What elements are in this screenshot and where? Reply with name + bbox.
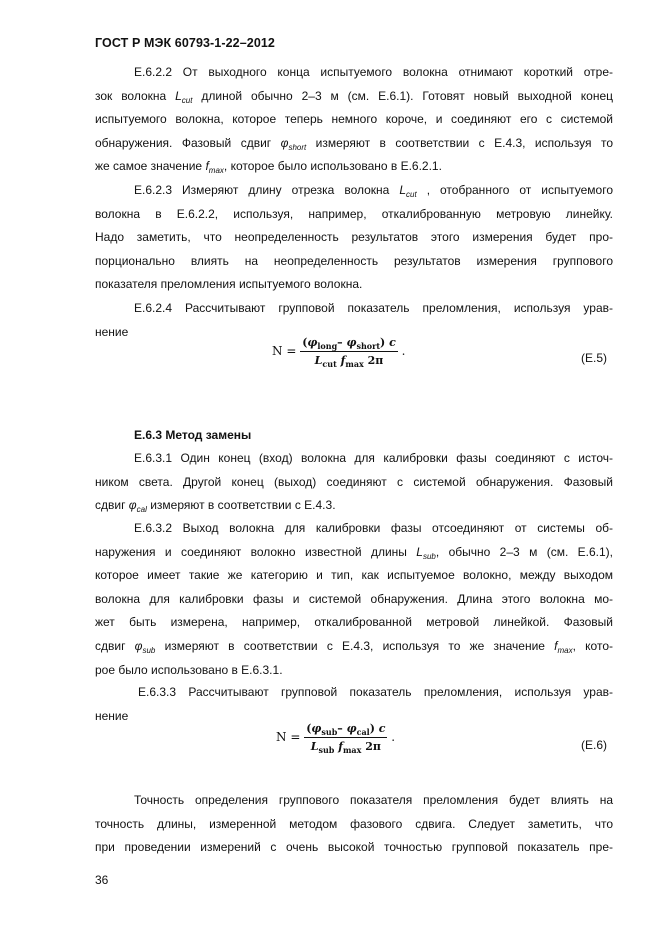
text-line: Е.6.3.1 Один конец (вход) волокна для калибровки фазы соединяют с источ-	[134, 451, 613, 465]
formula-fraction	[304, 722, 387, 753]
formula-fraction	[300, 336, 398, 367]
text-line: сдвиг $\varphi_{cal}$ измеряют в соответствии с Е.4.3.	[95, 498, 336, 515]
text-line: Е.6.2.4 Рассчитывают групповой показатель преломления, используя урав-	[134, 301, 613, 315]
text-line: точность длины, измеренной методом фазового сдвига. Следует заметить, что	[95, 816, 613, 831]
text-line: которое имеет такие же категорию и тип, как испытуемое волокно, между выходом	[95, 568, 613, 583]
formula-e5: N = $\frac{(\varphi_{long}- \varphi_{short}) c}{L_{cut} f_{max} 2\pi}$ .	[272, 336, 406, 369]
text-line: Е.6.3.2 Выход волокна для калибровки фазы отсоединяют от системы об-	[134, 521, 613, 535]
paragraph-e632	[95, 517, 613, 682]
paragraph-e631	[95, 447, 613, 518]
formula-denominator: $L_{cut}$ $f_{max}$ 2π	[314, 354, 384, 369]
formula-numerator: ($\varphi_{long}-$ $\varphi_{short}$) c	[302, 336, 396, 351]
text-line: обнаружения. Фазовый сдвиг $\varphi_{short}$ измеряют в соответствии с Е.4.3, используя то	[95, 135, 614, 152]
paragraph-accuracy	[95, 789, 613, 860]
equation-number-e6: (Е.6)	[581, 738, 608, 752]
text-line: зок волокна $L_{cut}$ длиной обычно 2–3 м (см. Е.6.1). Готовят новый выходной конец	[95, 88, 613, 105]
text-line: жет быть измерена, например, откалиброванной метровой линейкой. Фазовый	[95, 615, 613, 630]
text-line: порционально влиять на неопределенность результатов измерения группового	[95, 253, 613, 268]
formula-lhs: N =	[272, 344, 297, 358]
text-line: нение	[95, 324, 129, 339]
equation-number-e5: (Е.5)	[581, 351, 608, 365]
page-number: 36	[95, 873, 109, 887]
text-line: показателя преломления испытуемого волокна.	[95, 277, 363, 292]
text-line: Е.6.2.2 От выходного конца испытуемого волокна отнимают короткий отре-	[134, 65, 613, 79]
text-line: волокна для калибровки фазы и системой обнаружения. Длина этого волокна мо-	[95, 591, 613, 606]
formula-lhs: N =	[276, 730, 301, 744]
paragraph-e623	[95, 179, 613, 297]
formula-numerator: ($\varphi_{sub}-$ $\varphi_{cal}$) c	[306, 722, 386, 737]
formula-e6: N = $\frac{(\varphi_{sub}- \varphi_{cal}) c}{L_{sub} f_{max} 2\pi}$ .	[276, 722, 396, 755]
formula-denominator: $L_{sub}$ $f_{max}$ 2π	[310, 740, 381, 755]
text-line: наружения и соединяют волокно известной длины $L_{sub}$, обычно 2–3 м (см. Е.6.1),	[95, 544, 613, 561]
document-header: ГОСТ Р МЭК 60793-1-22–2012	[95, 36, 275, 50]
text-line: нение	[95, 708, 129, 723]
text-line: Е.6.3.3 Рассчитывают групповой показатель преломления, используя урав-	[138, 685, 613, 699]
text-line: Надо заметить, что неопределенность результатов этого измерения будет про-	[95, 230, 613, 245]
section-heading-e63: Е.6.3 Метод замены	[134, 428, 252, 442]
text-line: при проведении измерений с очень высокой точностью групповой показатель пре-	[95, 840, 613, 855]
paragraph-e622	[95, 61, 613, 179]
text-line: ником света. Другой конец (выход) соединяют с системой обнаружения. Фазовый	[95, 474, 613, 489]
text-line: испытуемого волокна, которое теперь немного короче, и соединяют его с системой	[95, 112, 613, 127]
text-line: Е.6.2.3 Измеряют длину отрезка волокна $L_{cut}$ , отобранного от испытуемого	[134, 183, 613, 199]
text-line: же самое значение $f_{max}$, которое было использовано в Е.6.2.1.	[95, 159, 442, 176]
text-line: рое было использовано в Е.6.3.1.	[95, 662, 283, 677]
text-line: Точность определения группового показателя преломления будет влиять на	[134, 793, 613, 807]
text-line: волокна в Е.6.2.2, используя, например, откалиброванную метровую линейку.	[95, 206, 613, 221]
text-line: сдвиг $\varphi_{sub}$ измеряют в соответствии с Е.4.3, используя то же значение $f_{max}$, кото-	[95, 638, 613, 655]
